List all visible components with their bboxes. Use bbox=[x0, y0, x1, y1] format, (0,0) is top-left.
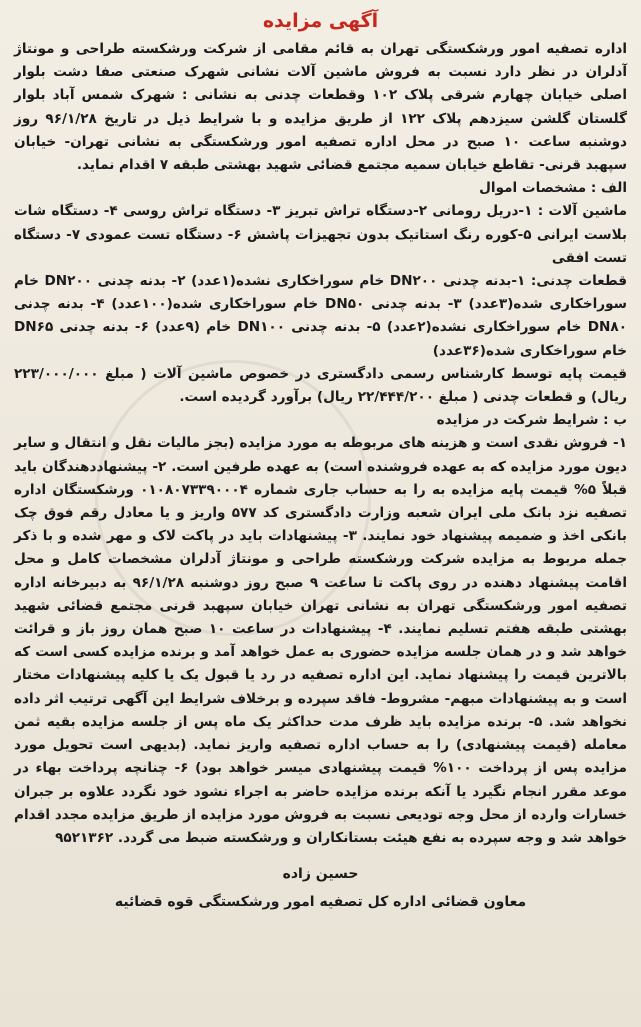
section-a-heading: الف : مشخصات اموال bbox=[479, 180, 627, 197]
conditions-paragraph: ۱- فروش نقدی است و هزینه های مربوطه به مورد مزایده (بجز مالیات نقل و انتقال و سایر دیون مورد مزایده که به عهده فروشنده است) به عهده طرفین است. ۲- پیشنهاددهندگان باید قبلاً ۵% قیمت پایه مزایده به را به حساب جاری شماره ۰۱۰۸۰۷۳۳۹۰۰۰۴ ورشکستگان اداره تصفیه نزد بانک ملی ایران شعبه وزارت دادگستری کد ۵۷۷ واریز و یا معادل رقم فوق چک بانکی اخذ و ضمیمه پیشنهاد خود نمایند. ۳- پیشنهادات باید در پاکت لاک و مهر شده و با ذکر جمله مربوط به مزایده شرکت ورشکسته طراحی و مونتاژ آدلران مشخصات کامل و محل اقامت پیشنهاد دهنده در روی پاکت تا ساعت ۹ صبح روز دوشنبه ۹۶/۱/۲۸ به دبیرخانه اداره تصفیه امور ورشکستگی تهران به نشانی تهران خیابان سپهبد قرنی مجتمع قضائی شهید بهشتی طبقه هفتم تسلیم نمایند. ۴- پیشنهادات در ساعت ۱۰ صبح همان روز باز و قرائت خواهد شد و در همان جلسه مزایده حضوری به عمل خواهد آمد و برنده مزایده کسی است که بالاترین قیمت را پیشنهاد نماید. این اداره تصفیه در رد یا قبول یک یا کلیه پیشنهادات مختار است و به پیشنهادات مبهم- مشروط- فاقد سپرده و برخلاف شرایط این آگهی ترتیب اثر داده نخواهد شد. ۵- برنده مزایده باید ظرف مدت حداکثر یک ماه پس از جلسه مزایده بقیه ثمن معامله (قیمت پیشنهادی) را به حساب اداره تصفیه واریز نماید. (بدیهی است تحویل مورد مزایده پس از پرداخت ۱۰۰% قیمت پیشنهادی میسر خواهد بود) ۶- چنانچه پرداخت بهاء در موعد مقرر انجام نگیرد یا آنکه برنده مزایده حاضر به اجراء نشود خود نگردد علاوه بر جبران خسارات وارده از محل وجه تودیعی نسبت به فروش مورد مزایده از طریق مزایده مجدد اقدام خواهد شد و وجه سپرده به نفع هیئت بستانکاران و ورشکسته ضبط می گردد. ۹۵۲۱۳۶۲ bbox=[14, 435, 628, 846]
signer-name: حسین زاده bbox=[282, 866, 359, 883]
notice-body bbox=[14, 38, 627, 850]
signature-block bbox=[14, 862, 627, 914]
section-b-heading: ب : شرایط شرکت در مزایده bbox=[436, 412, 627, 429]
intro-paragraph: اداره تصفیه امور ورشکستگی تهران به قائم مقامی از شرکت ورشکسته طراحی و مونتاژ آدلران در نظر دارد نسبت به فروش ماشین آلات نشانی شهرک صنعتی صفا دشت بلوار اصلی خیابان چهارم شرقی پلاک ۱۰۲ وقطعات چدنی به نشانی : شهرک شمس آباد بلوار گلستان گلشن سیزدهم پلاک ۱۲۲ از طریق مزایده و با شرایط ذیل در تاریخ ۹۶/۱/۲۸ روز دوشنبه ساعت ۱۰ صبح در محل اداره تصفیه امور ورشکستگی به نشانی تهران- خیابان سپهبد قرنی- تقاطع خیابان سمیه مجتمع قضائی شهید بهشتی طبقه ۷ اقدام نماید. bbox=[14, 41, 628, 174]
signer-title: معاون قضائی اداره کل تصفیه امور ورشکستگی قوه قضائیه bbox=[114, 894, 527, 911]
notice-title: آگهی مزایده bbox=[262, 10, 379, 32]
parts-paragraph: قطعات چدنی: ۱-بدنه چدنی DN۲۰۰ خام سوراخکاری نشده(۱عدد) ۲- بدنه چدنی DN۲۰۰ خام سوراخکاری شده(۳عدد) ۳- بدنه چدنی DN۵۰ خام سوراخکاری شده(۱۰۰عدد) ۴- بدنه چدنی DN۸۰ خام سوراخکاری نشده(۲عدد) ۵- بدنه چدنی DN۱۰۰ خام (۹عدد) ۶- بدنه چدنی DN۶۵ خام سوراخکاری شده(۳۶عدد) bbox=[14, 273, 627, 359]
machines-paragraph: ماشین آلات : ۱-دریل رومانی ۲-دستگاه تراش تبریز ۳- دستگاه تراش روسی ۴- دستگاه شات بلاست ایرانی ۵-کوره رنگ استاتیک بدون تجهیزات پاشش ۶- دستگاه تست عمودی ۷- دستگاه تست افقی bbox=[14, 203, 628, 266]
price-paragraph: قیمت پایه توسط کارشناس رسمی دادگستری در خصوص ماشین آلات ( مبلغ ۲۲۳/۰۰۰/۰۰۰ ریال) و قطعات چدنی ( مبلغ ۲۲/۴۴۴/۲۰۰ ریال) برآورد گردیده است. bbox=[14, 365, 627, 406]
